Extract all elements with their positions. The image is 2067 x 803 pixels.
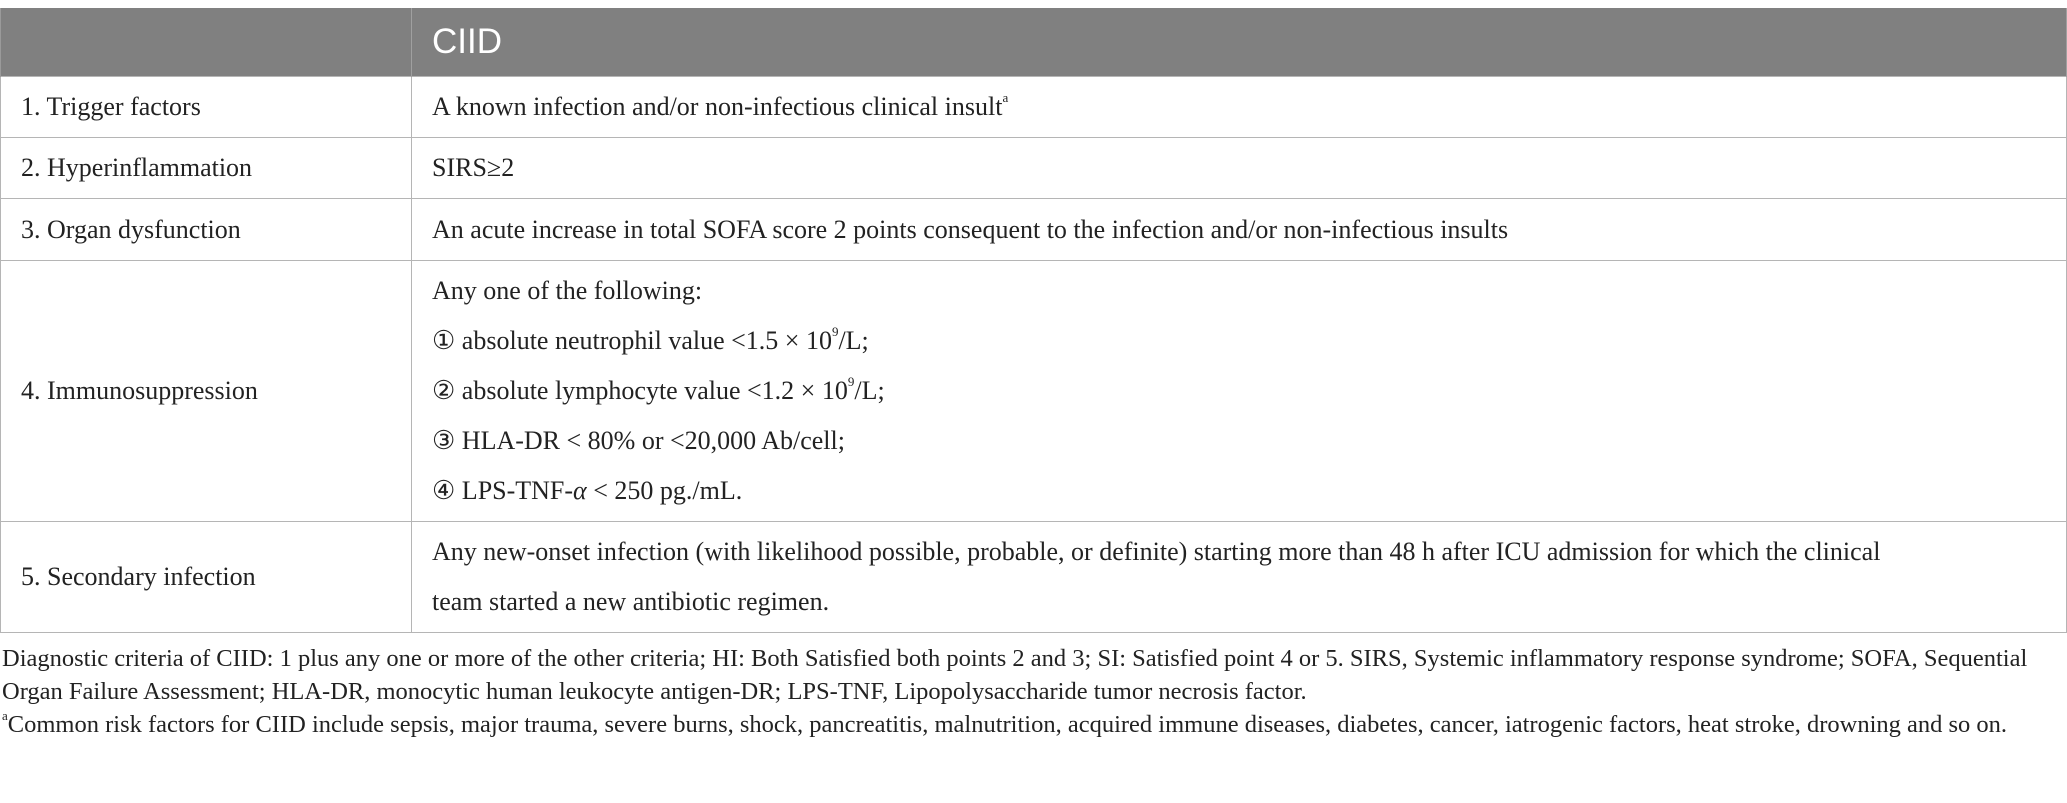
lps-text: ④ LPS-TNF- xyxy=(432,476,574,505)
footnote-risk-factors xyxy=(2,708,2062,741)
description-line: ③ HLA-DR < 80% or <20,000 Ab/cell; xyxy=(432,426,845,455)
criterion-label: 4. Immunosuppression xyxy=(1,261,412,522)
ciid-criteria-table xyxy=(0,8,2067,633)
criteria-table-container xyxy=(0,8,2067,633)
unit-text: /L; xyxy=(854,376,885,405)
neutrophil-text: ① absolute neutrophil value <1.5 × 10 xyxy=(432,326,832,355)
table-footnotes xyxy=(2,642,2062,741)
table-row xyxy=(1,77,2067,138)
criterion-label: 5. Secondary infection xyxy=(1,522,412,633)
description-line: Any one of the following: xyxy=(432,276,703,305)
footnote-marker: a xyxy=(2,707,8,723)
exponent: 9 xyxy=(831,324,839,340)
description-line xyxy=(432,366,2066,416)
table-header-row xyxy=(1,8,2067,77)
criterion-label: 3. Organ dysfunction xyxy=(1,199,412,261)
exponent: 9 xyxy=(847,374,855,390)
criterion-description xyxy=(412,138,2067,199)
description-text: A known infection and/or non-infectious clinical insult xyxy=(432,92,1003,121)
footnote-text: Common risk factors for CIID include sepsis, major trauma, severe burns, shock, pancreatitis, malnutrition, acquired immune diseases, diabetes, cancer, iatrogenic factors, heat stroke, drowning and so on. xyxy=(7,711,2008,738)
criterion-description xyxy=(412,522,2067,633)
table-row xyxy=(1,261,2067,522)
criterion-label: 2. Hyperinflammation xyxy=(1,138,412,199)
criterion-description xyxy=(412,261,2067,522)
description-line: Any new-onset infection (with likelihood possible, probable, or definite) starting more than 48 h after ICU admission for which the clinical xyxy=(432,537,1881,566)
criterion-label: 1. Trigger factors xyxy=(1,77,412,138)
description-line xyxy=(432,316,2066,366)
header-cell-empty xyxy=(1,8,412,77)
description-line: team started a new antibiotic regimen. xyxy=(432,587,830,616)
table-row xyxy=(1,522,2067,633)
footnote-criteria: Diagnostic criteria of CIID: 1 plus any one or more of the other criteria; HI: Both Satisfied both points 2 and 3; SI: Satisfied point 4 or 5. SIRS, Systemic inflammatory response syndrome; SOFA, Sequential Organ Failure Assessment; HLA-DR, monocytic human leukocyte antigen-DR; LPS-TNF, Lipopolysaccharide tumor necrosis factor. xyxy=(2,645,2028,705)
footnote-marker: a xyxy=(1002,90,1009,106)
table-row xyxy=(1,199,2067,261)
description-text: SIRS≥2 xyxy=(432,153,515,182)
lps-threshold-text: < 250 pg./mL. xyxy=(586,476,743,505)
lymphocyte-text: ② absolute lymphocyte value <1.2 × 10 xyxy=(432,376,848,405)
description-line xyxy=(432,466,2066,516)
criterion-description xyxy=(412,77,2067,138)
alpha-symbol: α xyxy=(573,476,587,505)
table-row xyxy=(1,138,2067,199)
unit-text: /L; xyxy=(838,326,869,355)
description-text: An acute increase in total SOFA score 2 points consequent to the infection and/or non-infectious insults xyxy=(432,214,1509,244)
header-cell-ciid: CIID xyxy=(412,8,2067,77)
criterion-description xyxy=(412,199,2067,261)
